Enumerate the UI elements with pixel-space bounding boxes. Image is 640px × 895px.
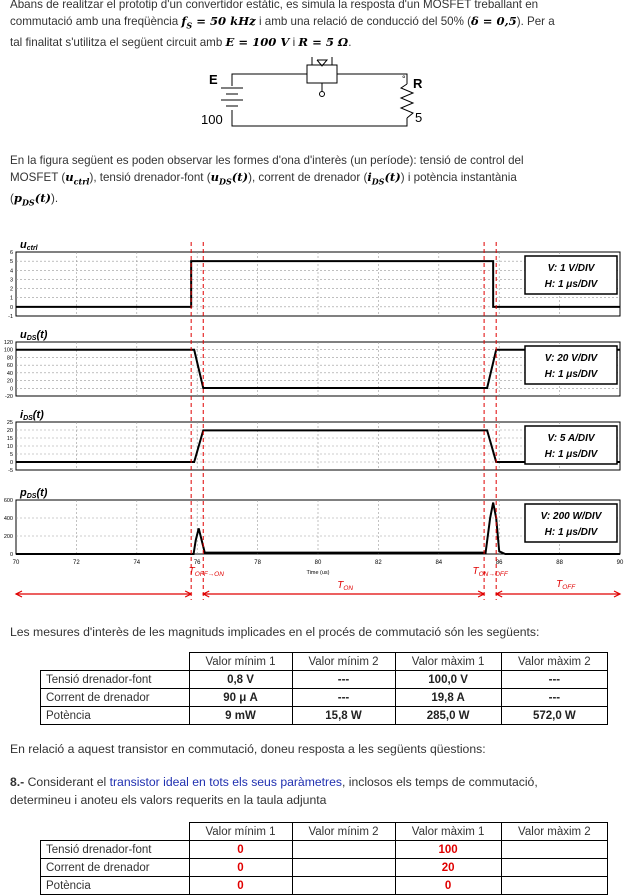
fs-sub: S: [186, 20, 193, 31]
intro-text: i amb una relació de conducció del 50% (: [255, 15, 471, 28]
label-t-off-sub: OFF: [562, 584, 576, 591]
panel-label-t: (t): [36, 329, 48, 341]
x-tick-label: 76: [193, 560, 201, 566]
fig-text: ), corrent de drenador (: [248, 171, 368, 184]
x-tick-label: 84: [435, 560, 443, 566]
measures-text: Les mesures d'interès de les magnituds implicades en el procés de commutació són les següents:: [10, 625, 540, 639]
table-cell: 19,8 A: [395, 689, 501, 707]
y-tick-label: 15: [6, 436, 13, 442]
y-tick-label: 120: [3, 340, 13, 346]
resistor-zigzag: [401, 84, 413, 118]
waveform-chart: [0, 238, 640, 618]
scale-horizontal: H: 1 μs/DIV: [544, 527, 598, 538]
fs-symbol: [181, 14, 256, 31]
intro-line-3: [10, 34, 630, 51]
ids-sub: DS: [371, 176, 385, 187]
table-corner: [41, 823, 190, 841]
table-cell: 572,0 W: [501, 707, 607, 725]
q8-highlight: transistor ideal en tots els seus paràmetres: [109, 775, 342, 789]
panel-label-t: (t): [32, 409, 44, 421]
y-tick-label: -5: [8, 468, 13, 474]
fig-text: (: [10, 192, 14, 206]
fig-line-2: [10, 169, 630, 190]
q8-line-1: [10, 773, 630, 791]
row-label: Tensió drenador-font: [41, 841, 190, 859]
x-tick-label: 72: [73, 560, 80, 566]
answer-cell[interactable]: 0: [189, 859, 292, 877]
pds-sub: DS: [21, 197, 35, 208]
y-tick-label: 6: [9, 250, 13, 256]
answer-cell[interactable]: [292, 877, 395, 895]
table-row: [41, 877, 608, 895]
y-tick-label: 10: [6, 444, 13, 450]
questions-text: En relació a aquest transistor en commutació, doneu resposta a les següents qüestions:: [10, 742, 486, 756]
x-tick-label: 80: [314, 560, 322, 566]
y-tick-label: 4: [9, 268, 13, 275]
circuit-r-value: 5: [415, 110, 423, 125]
answer-table: [40, 822, 608, 895]
table-cell: 0,8 V: [189, 671, 292, 689]
answer-cell[interactable]: 0: [189, 841, 292, 859]
gate-terminal: [320, 92, 325, 97]
y-tick-label: 40: [6, 370, 13, 377]
y-tick-label: 400: [3, 516, 13, 522]
fig-line-1: En la figura següent es poden observar les formes d'ona d'interès (un període): tensió de control del: [10, 154, 524, 167]
y-tick-label: 200: [3, 534, 13, 540]
y-tick-label: -1: [8, 314, 13, 320]
table-row: [41, 859, 608, 877]
table-header: Valor mínim 2: [292, 653, 395, 671]
table-row: [41, 707, 608, 725]
intro-text: i: [289, 36, 299, 50]
x-tick-label: 86: [495, 560, 503, 566]
mosfet-symbol: [307, 65, 337, 83]
y-tick-label: 0: [9, 386, 13, 393]
x-tick-label: 88: [556, 560, 563, 566]
x-tick-label: 82: [375, 560, 382, 566]
answer-cell[interactable]: [292, 841, 395, 859]
q8-line-2: determineu i anoteu els valors requerits en la taula adjunta: [10, 793, 327, 807]
y-tick-label: 3: [9, 277, 13, 284]
intro-text: commutació amb una freqüència: [10, 15, 182, 28]
circuit-wire: [232, 74, 307, 86]
panel-label-sub: DS: [26, 493, 37, 500]
panel-label: uctrl: [20, 239, 38, 252]
circuit-r-label: R: [413, 76, 423, 91]
table-cell: ---: [501, 671, 607, 689]
intro-line-2: [10, 13, 630, 34]
panel-label-sub: DS: [23, 415, 33, 422]
answer-cell[interactable]: [501, 859, 607, 877]
panel-label: iDS(t): [20, 409, 44, 422]
label-t-off-on: $T_{OFF\to ON}$: [188, 566, 224, 578]
panel-label-t: (t): [36, 487, 48, 499]
circuit-wire: [337, 74, 407, 84]
r-value: R = 5 Ω: [298, 35, 349, 50]
circuit-e-label: E: [209, 72, 218, 87]
table-cell: 285,0 W: [395, 707, 501, 725]
table-cell: ---: [501, 689, 607, 707]
intro-line-1: Abans de realitzar el prototip d'un convertidor estàtic, es simula la resposta d'un MOSFET treballant en: [10, 0, 539, 11]
intro-paragraph: [10, 0, 630, 51]
fs-letter: f: [181, 14, 187, 28]
e-value: E = 100 V: [225, 35, 290, 50]
label-t-on: $T_{ON}$: [337, 580, 354, 592]
uds-t: (t): [231, 170, 249, 184]
y-tick-label: 0: [9, 304, 13, 311]
ids-letter: i: [367, 170, 372, 184]
answer-cell[interactable]: [501, 877, 607, 895]
table-cell: 9 mW: [189, 707, 292, 725]
circuit-dot: °: [402, 74, 406, 84]
uds-symbol: [210, 170, 249, 187]
scale-vertical: V: 20 V/DIV: [544, 353, 598, 364]
q8-text: , inclosos els temps de commutació,: [341, 775, 538, 789]
uds-sub: DS: [219, 176, 232, 187]
y-tick-label: 0: [9, 460, 13, 466]
panel-label: uDS(t): [20, 329, 48, 342]
measures-table: [40, 652, 608, 725]
y-tick-label: 1: [9, 295, 13, 302]
table-cell: ---: [292, 689, 395, 707]
table-header: Valor màxim 1: [395, 653, 501, 671]
y-tick-label: 5: [9, 452, 13, 458]
uds-letter: u: [210, 170, 220, 184]
scale-vertical: V: 1 V/DIV: [547, 263, 595, 274]
fig-text: ).: [51, 192, 59, 206]
table-header: Valor màxim 2: [501, 653, 607, 671]
table-header: Valor màxim 1: [395, 823, 501, 841]
y-tick-label: 20: [6, 428, 13, 434]
row-label: Potència: [41, 877, 190, 895]
intro-text: ). Per a: [516, 15, 555, 28]
uctrl-sub: ctrl: [73, 176, 90, 187]
panel-label: pDS(t): [20, 487, 48, 500]
table-header: Valor màxim 2: [501, 823, 607, 841]
y-tick-label: 20: [6, 378, 13, 385]
y-tick-label: 60: [6, 363, 13, 370]
scale-horizontal: H: 1 μs/DIV: [544, 279, 598, 290]
table-row: [41, 841, 608, 859]
table-header: Valor mínim 2: [292, 823, 395, 841]
circuit-wire: [232, 110, 407, 126]
panel-label-sub: DS: [26, 335, 37, 342]
answer-cell[interactable]: 0: [395, 877, 501, 895]
y-tick-label: 600: [3, 498, 13, 504]
y-tick-label: -20: [5, 394, 13, 400]
fs-value: = 50 kHz: [192, 14, 256, 28]
y-tick-label: 2: [9, 286, 13, 293]
x-tick-label: 74: [133, 560, 141, 566]
figure-description: [10, 152, 630, 212]
table-cell: ---: [292, 671, 395, 689]
ids-symbol: [367, 170, 401, 187]
y-tick-label: 0: [9, 552, 13, 558]
fig-text: MOSFET (: [10, 171, 66, 184]
panel-label-sub: ctrl: [26, 245, 38, 252]
q8-number: 8.-: [10, 775, 25, 789]
label-t-off-on-sub: OFF→ON: [194, 571, 224, 578]
y-tick-label: 5: [9, 259, 13, 266]
answer-cell[interactable]: 0: [189, 877, 292, 895]
intro-text: tal finalitat s'utilitza el següent circuit amb: [10, 36, 226, 50]
x-tick-label: 70: [12, 560, 20, 566]
pds-t: (t): [34, 191, 52, 206]
pds-symbol: [13, 191, 52, 208]
q8-text: Considerant el: [24, 775, 110, 789]
table-cell: 15,8 W: [292, 707, 395, 725]
scale-horizontal: H: 1 μs/DIV: [544, 369, 598, 380]
answer-cell[interactable]: [292, 859, 395, 877]
table-row: [41, 689, 608, 707]
table-header: Valor mínim 1: [189, 653, 292, 671]
label-t-on-off: $T_{ON\to OFF}$: [472, 566, 508, 578]
uctrl-letter: u: [65, 170, 74, 184]
fig-text: ), tensió drenador-font (: [89, 171, 211, 184]
question-8: [10, 773, 630, 809]
answer-cell[interactable]: [501, 841, 607, 859]
label-t-on-off-sub: ON→OFF: [478, 571, 508, 578]
intro-text: .: [348, 36, 352, 50]
fig-text: ) i potència instantània: [400, 171, 517, 184]
delta-value: δ = 0,5: [471, 14, 517, 28]
pds-letter: p: [13, 191, 22, 206]
table-corner: [41, 653, 190, 671]
table-header-row: [41, 823, 608, 841]
x-tick-label: 78: [254, 560, 261, 566]
y-tick-label: 80: [6, 355, 13, 362]
x-tick-label: 90: [616, 560, 624, 566]
answer-cell[interactable]: 100: [395, 841, 501, 859]
scale-vertical: V: 200 W/DIV: [540, 511, 602, 522]
table-header: Valor mínim 1: [189, 823, 292, 841]
label-t-on-sub: ON: [343, 585, 354, 592]
row-label: Tensió drenador-font: [41, 671, 190, 689]
answer-cell[interactable]: 20: [395, 859, 501, 877]
circuit-e-value: 100: [201, 112, 223, 127]
table-row: [41, 671, 608, 689]
scale-vertical: V: 5 A/DIV: [547, 433, 595, 444]
uctrl-symbol: [65, 170, 90, 187]
fig-line-3: [10, 190, 630, 211]
table-cell: 100,0 V: [395, 671, 501, 689]
y-tick-label: 100: [3, 347, 13, 354]
label-t-off: $T_{OFF}$: [556, 579, 576, 591]
table-cell: 90 μ A: [189, 689, 292, 707]
row-label: Corrent de drenador: [41, 859, 190, 877]
circuit-diagram: [195, 52, 435, 132]
x-axis-label: Time (us): [306, 570, 330, 576]
scale-horizontal: H: 1 μs/DIV: [544, 449, 598, 460]
ids-t: (t): [384, 170, 401, 184]
row-label: Potència: [41, 707, 190, 725]
row-label: Corrent de drenador: [41, 689, 190, 707]
table-header-row: [41, 653, 608, 671]
y-tick-label: 25: [6, 420, 13, 426]
